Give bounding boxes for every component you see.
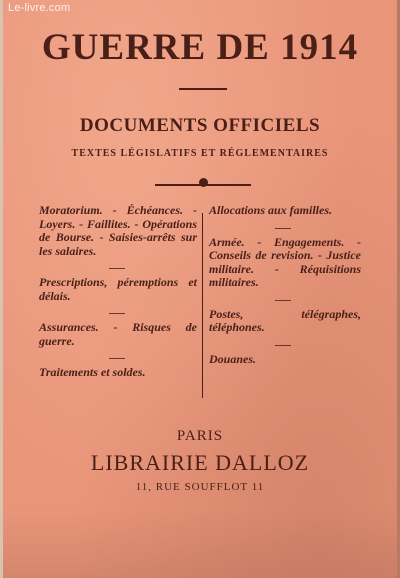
contents-entry: Postes, télégraphes, téléphones. (209, 306, 361, 334)
column-divider (202, 213, 203, 398)
contents-entry: Moratorium. - Échéances. - Loyers. - Faillites. - Opérations de Bourse. - Saisies-arrêts sur les salaires. (39, 203, 197, 258)
contents-entry: Douanes. (209, 351, 257, 366)
ornament-dot (199, 178, 208, 187)
publisher-name: LIBRAIRIE DALLOZ (90, 450, 310, 475)
book-title: GUERRE DE 1914 (41, 27, 359, 68)
contents-left-column (39, 204, 197, 390)
contents-entry: Traitements et soldes. (39, 365, 146, 379)
publisher-city: PARIS (176, 428, 224, 444)
title-rule (179, 88, 227, 90)
entry-separator (275, 228, 291, 229)
documents-heading: DOCUMENTS OFFICIELS (79, 115, 321, 136)
entry-separator (109, 268, 125, 269)
entry-separator (109, 313, 125, 314)
contents-entry: Prescriptions, péremptions et délais. (39, 275, 197, 303)
watermark: Le-livre.com (8, 2, 71, 14)
contents-entry: Armée. - Engagements. - Conseils de revision. - Justice militaire. - Réquisitions militaires. (209, 234, 361, 289)
contents-entry: Assurances. - Risques de guerre. (39, 320, 197, 348)
entry-separator (275, 300, 291, 301)
contents-right-column (209, 204, 361, 376)
cover-wear (3, 508, 397, 578)
contents-entry: Allocations aux familles. (209, 203, 333, 217)
entry-separator (109, 358, 125, 359)
publisher-address: 11, RUE SOUFFLOT 11 (135, 481, 265, 493)
entry-separator (275, 345, 291, 346)
documents-subheading: TEXTES LÉGISLATIFS ET RÉGLEMENTAIRES (71, 148, 329, 159)
